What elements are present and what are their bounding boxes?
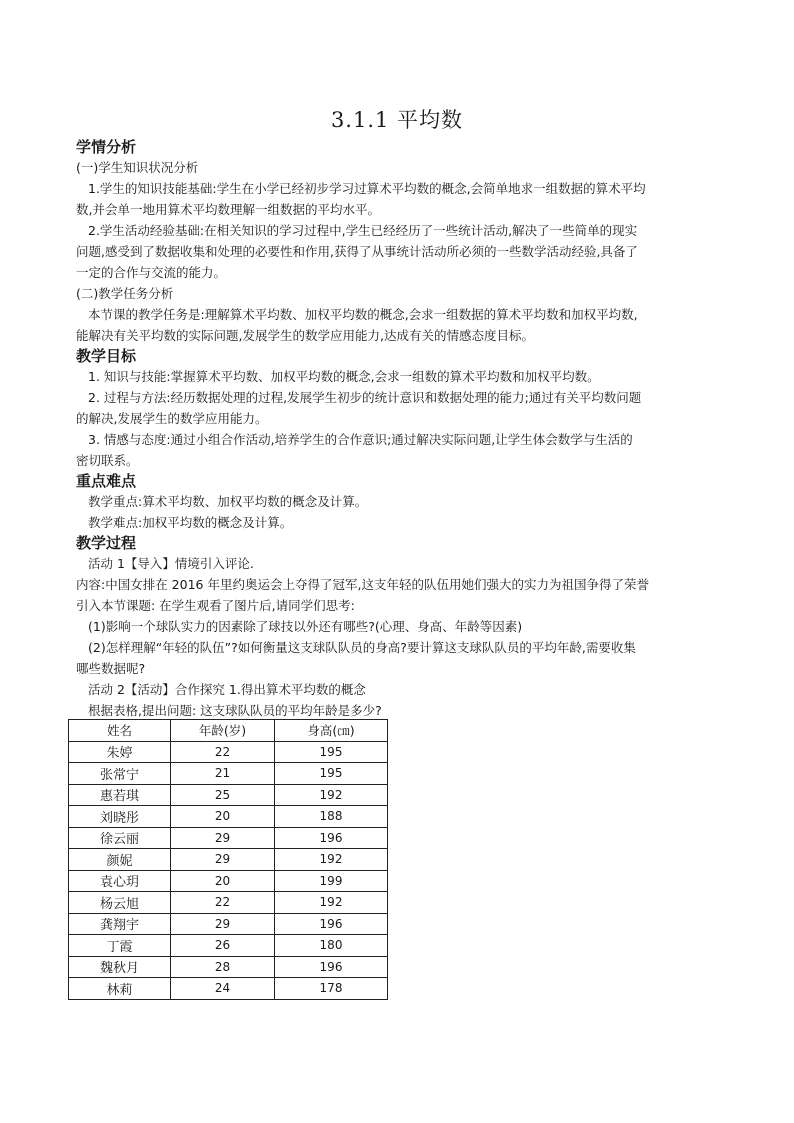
- table-question: 根据表格,提出问题: 这支球队队员的平均年龄是多少?: [88, 703, 382, 718]
- cell-age: 24: [171, 978, 275, 1000]
- cell-height: 199: [275, 870, 388, 892]
- question-1: (1)影响一个球队实力的因素除了球技以外还有哪些?(心理、身高、年龄等因素): [88, 619, 523, 634]
- table-row: [69, 784, 388, 806]
- cell-name: 刘晓彤: [69, 806, 171, 828]
- cell-height: 196: [275, 956, 388, 978]
- difficult-point: 教学难点:加权平均数的概念及计算。: [88, 515, 293, 530]
- subheading-task: (二)教学任务分析: [76, 286, 174, 301]
- cell-name: 朱婷: [69, 741, 171, 763]
- table-row: [69, 763, 388, 785]
- cell-height: 195: [275, 763, 388, 785]
- cell-age: 25: [171, 784, 275, 806]
- table-row: [69, 892, 388, 914]
- cell-age: 20: [171, 806, 275, 828]
- table-row: [69, 827, 388, 849]
- cell-height: 195: [275, 741, 388, 763]
- cell-height: 188: [275, 806, 388, 828]
- section-heading-teaching-goals: 教学目标: [76, 347, 137, 365]
- section-heading-key-points: 重点难点: [76, 472, 137, 490]
- cell-height: 196: [275, 913, 388, 935]
- paragraph-line: 2.学生活动经验基础:在相关知识的学习过程中,学生已经经历了一些统计活动,解决了一些简单的现实: [88, 223, 638, 238]
- cell-name: 徐云丽: [69, 827, 171, 849]
- cell-age: 29: [171, 849, 275, 871]
- paragraph-line: 一定的合作与交流的能力。: [76, 265, 227, 280]
- table-row: [69, 978, 388, 1000]
- cell-height: 192: [275, 784, 388, 806]
- cell-name: 张常宁: [69, 763, 171, 785]
- goal-item: 3. 情感与态度:通过小组合作活动,培养学生的合作意识;通过解决实际问题,让学生体会数学与生活的: [88, 432, 633, 447]
- activity-2: 活动 2【活动】合作探究 1.得出算术平均数的概念: [88, 682, 366, 697]
- paragraph-line: 本节课的教学任务是:理解算术平均数、加权平均数的概念,会求一组数据的算术平均数和加权平均数,: [88, 307, 638, 322]
- key-point: 教学重点:算术平均数、加权平均数的概念及计算。: [88, 494, 368, 509]
- document-body: [76, 137, 720, 721]
- cell-name: 杨云旭: [69, 892, 171, 914]
- table-row: [69, 741, 388, 763]
- goal-item: 1. 知识与技能:掌握算术平均数、加权平均数的概念,会求一组数的算术平均数和加权平均数。: [88, 369, 600, 384]
- cell-height: 192: [275, 849, 388, 871]
- table-row: [69, 849, 388, 871]
- cell-age: 21: [171, 763, 275, 785]
- question-2: (2)怎样理解“年轻的队伍”?如何衡量这支球队队员的身高?要计算这支球队队员的平均年龄,需要收集: [88, 640, 636, 655]
- cell-age: 20: [171, 870, 275, 892]
- activity-1: 活动 1【导入】情境引入评论.: [88, 556, 254, 571]
- section-heading-learning-analysis: 学情分析: [76, 138, 137, 156]
- question-2-cont: 哪些数据呢?: [76, 661, 146, 676]
- cell-height: 196: [275, 827, 388, 849]
- goal-item-cont: 密切联系。: [76, 453, 139, 468]
- cell-age: 22: [171, 741, 275, 763]
- cell-age: 28: [171, 956, 275, 978]
- cell-name: 惠若琪: [69, 784, 171, 806]
- cell-height: 178: [275, 978, 388, 1000]
- cell-age: 29: [171, 913, 275, 935]
- cell-age: 26: [171, 935, 275, 957]
- player-table: [68, 719, 388, 1000]
- page-title: 3.1.1 平均数: [330, 108, 464, 132]
- section-heading-teaching-process: 教学过程: [76, 534, 137, 552]
- cell-name: 颜妮: [69, 849, 171, 871]
- cell-name: 丁霞: [69, 935, 171, 957]
- table-row: [69, 870, 388, 892]
- paragraph-line: 问题,感受到了数据收集和处理的必要性和作用,获得了从事统计活动所必须的一些数学活动经验,具备了: [76, 244, 638, 259]
- paragraph-line: 能解决有关平均数的实际问题,发展学生的数学应用能力,达成有关的情感态度目标。: [76, 328, 534, 343]
- column-header-name: 姓名: [69, 720, 171, 742]
- column-header-height: 身高(㎝): [275, 720, 388, 742]
- table-row: [69, 806, 388, 828]
- paragraph-line: 内容:中国女排在 2016 年里约奥运会上夺得了冠军,这支年轻的队伍用她们强大的实力为祖国争得了荣誉: [76, 577, 649, 592]
- cell-name: 林莉: [69, 978, 171, 1000]
- table-row: [69, 935, 388, 957]
- cell-age: 29: [171, 827, 275, 849]
- paragraph-line: 1.学生的知识技能基础:学生在小学已经初步学习过算术平均数的概念,会简单地求一组数据的算术平均: [88, 181, 646, 196]
- cell-name: 魏秋月: [69, 956, 171, 978]
- goal-item: 2. 过程与方法:经历数据处理的过程,发展学生初步的统计意识和数据处理的能力;通过有关平均数问题: [88, 390, 642, 405]
- cell-name: 袁心玥: [69, 870, 171, 892]
- cell-age: 22: [171, 892, 275, 914]
- table-row: [69, 956, 388, 978]
- cell-name: 龚翔宇: [69, 913, 171, 935]
- goal-item-cont: 的解决,发展学生的数学应用能力。: [76, 411, 268, 426]
- column-header-age: 年龄(岁): [171, 720, 275, 742]
- cell-height: 192: [275, 892, 388, 914]
- table-header-row: [69, 720, 388, 742]
- table-row: [69, 913, 388, 935]
- cell-height: 180: [275, 935, 388, 957]
- subheading-knowledge: (一)学生知识状况分析: [76, 160, 199, 175]
- paragraph-line: 引入本节课题: 在学生观看了图片后,请同学们思考:: [76, 598, 355, 613]
- paragraph-line: 数,并会单一地用算术平均数理解一组数据的平均水平。: [76, 202, 380, 217]
